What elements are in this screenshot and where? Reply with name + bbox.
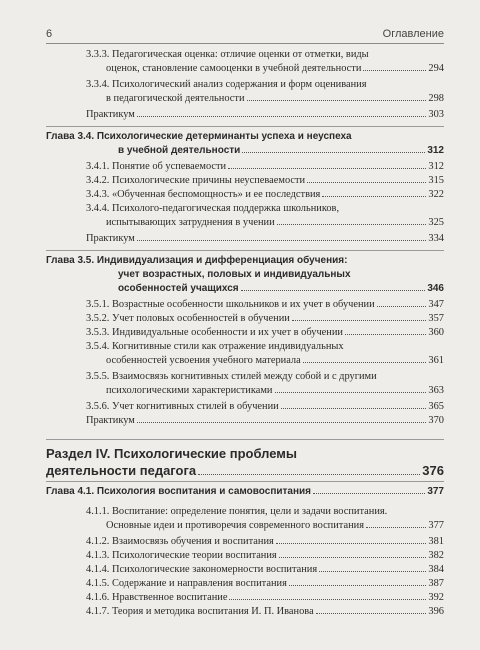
entry-page-number: 384 (428, 564, 444, 575)
entry-page-number: 361 (428, 355, 444, 366)
entry-title: 4.1.6. Нравственное воспитание (86, 592, 228, 603)
toc-chapter[interactable] (46, 130, 444, 158)
dot-leader (377, 306, 427, 307)
entry-title: Глава 3.5. Индивидуализация и дифференциация обучения: (46, 255, 348, 266)
entry-title: в учебной деятельности (118, 145, 241, 156)
toc-subentry[interactable] (86, 326, 444, 340)
entry-title: 3.5.2. Учет половых особенностей в обучении (86, 313, 290, 324)
section-divider (46, 250, 444, 251)
entry-title: Глава 3.4. Психологические детерминанты успеха и неуспеха (46, 131, 352, 142)
toc-subentry[interactable] (86, 298, 444, 312)
entry-title: 4.1.3. Психологические теории воспитания (86, 550, 277, 561)
entry-title: учет возрастных, половых и индивидуальных (118, 269, 351, 280)
entry-title: Практикум (86, 415, 135, 426)
toc-subentry[interactable] (86, 563, 444, 577)
toc-subentry[interactable] (86, 414, 444, 428)
toc-chapter[interactable] (46, 485, 444, 499)
dot-leader (247, 100, 427, 101)
toc-section[interactable] (46, 445, 444, 479)
entry-title: 3.4.3. «Обученная беспомощность» и ее последствия (86, 189, 321, 200)
toc-subentry[interactable] (86, 549, 444, 563)
entry-page-number: 357 (428, 313, 444, 324)
dot-leader (275, 392, 427, 393)
toc-subentry[interactable] (86, 400, 444, 414)
section-divider (46, 481, 444, 482)
entry-title: 3.5.4. Когнитивные стили как отражение индивидуальных (86, 341, 344, 352)
entry-title: 3.5.6. Учет когнитивных стилей в обучении (86, 401, 279, 412)
dot-leader (363, 70, 426, 71)
dot-leader (198, 474, 420, 475)
dot-leader (313, 493, 425, 494)
toc-subentry[interactable] (86, 312, 444, 326)
page-number: 6 (46, 28, 53, 40)
entry-title: 4.1.7. Теория и методика воспитания И. П. Иванова (86, 606, 314, 617)
entry-page-number: 298 (428, 93, 444, 104)
dot-leader (242, 152, 425, 153)
entry-page-number: 347 (428, 299, 444, 310)
entry-title: особенностей усвоения учебного материала (106, 355, 301, 366)
entry-page-number: 312 (427, 145, 444, 156)
entry-page-number: 325 (428, 217, 444, 228)
toc-subentry[interactable] (86, 174, 444, 188)
entry-title: 4.1.5. Содержание и направления воспитания (86, 578, 287, 589)
entry-page-number: 392 (428, 592, 444, 603)
entry-page-number: 294 (428, 63, 444, 74)
section-divider (46, 126, 444, 127)
dot-leader (228, 168, 426, 169)
dot-leader (241, 290, 426, 291)
entry-title: 3.3.4. Психологический анализ содержания и форм оценивания (86, 79, 367, 90)
toc-subentry[interactable] (86, 48, 444, 76)
toc-chapter[interactable] (46, 254, 444, 296)
toc-subentry[interactable] (86, 232, 444, 246)
dot-leader (281, 408, 427, 409)
entry-page-number: 382 (428, 550, 444, 561)
entry-title: 3.3.3. Педагогическая оценка: отличие оценки от отметки, виды (86, 49, 369, 60)
entry-title: оценок, становление самооценки в учебной деятельности (106, 63, 362, 74)
entry-title: 4.1.2. Взаимосвязь обучения и воспитания (86, 536, 274, 547)
entry-page-number: 346 (427, 283, 444, 294)
dot-leader (289, 585, 427, 586)
entry-page-number: 363 (428, 385, 444, 396)
dot-leader (319, 571, 426, 572)
entry-title: особенностей учащихся (118, 283, 239, 294)
entry-page-number: 360 (428, 327, 444, 338)
toc-subentry[interactable] (86, 605, 444, 619)
toc-subentry[interactable] (86, 591, 444, 605)
entry-title: 4.1.4. Психологические закономерности воспитания (86, 564, 318, 575)
toc-subentry[interactable] (86, 108, 444, 122)
toc-subentry[interactable] (86, 202, 444, 230)
toc-subentry[interactable] (86, 505, 444, 533)
entry-title: деятельности педагога (46, 463, 197, 478)
entry-page-number: 376 (422, 463, 444, 478)
running-header (46, 29, 444, 44)
dot-leader (366, 527, 426, 528)
entry-title: Глава 4.1. Психология воспитания и самовоспитания (46, 486, 311, 497)
entry-page-number: 303 (428, 109, 444, 120)
entry-title: в педагогической деятельности (106, 93, 245, 104)
entry-page-number: 370 (428, 415, 444, 426)
entry-page-number: 365 (428, 401, 444, 412)
entry-page-number: 381 (428, 536, 444, 547)
dot-leader (345, 334, 426, 335)
entry-title: 3.5.1. Возрастные особенности школьников и их учет в обучении (86, 299, 375, 310)
dot-leader (137, 116, 427, 117)
dot-leader (229, 599, 426, 600)
entry-page-number: 322 (428, 189, 444, 200)
dot-leader (276, 543, 427, 544)
entry-title: психологическими характеристиками (106, 385, 273, 396)
toc-subentry[interactable] (86, 340, 444, 368)
dot-leader (277, 224, 427, 225)
entry-title: Основные идеи и противоречия современного воспитания (106, 520, 364, 531)
toc-subentry[interactable] (86, 535, 444, 549)
entry-title: 3.4.2. Психологические причины неуспеваемости (86, 175, 306, 186)
dot-leader (137, 422, 427, 423)
entry-page-number: 377 (427, 486, 444, 497)
entry-page-number: 315 (428, 175, 444, 186)
entry-page-number: 312 (428, 161, 444, 172)
dot-leader (137, 240, 427, 241)
dot-leader (322, 196, 426, 197)
running-title: Оглавление (382, 28, 444, 40)
entry-title: 3.5.3. Индивидуальные особенности и их учет в обучении (86, 327, 343, 338)
entry-title: Практикум (86, 233, 135, 244)
entry-page-number: 387 (428, 578, 444, 589)
entry-title: Раздел IV. Психологические проблемы (46, 446, 298, 461)
entry-page-number: 377 (428, 520, 444, 531)
entry-title: 4.1.1. Воспитание: определение понятия, цели и задачи воспитания. (86, 506, 388, 517)
entry-title: 3.4.1. Понятие об успеваемости (86, 161, 227, 172)
toc-subentry[interactable] (86, 577, 444, 591)
dot-leader (279, 557, 427, 558)
entry-title: Практикум (86, 109, 135, 120)
entry-title: испытывающих затруднения в учении (106, 217, 275, 228)
dot-leader (316, 613, 427, 614)
toc-subentry[interactable] (86, 188, 444, 202)
toc-subentry[interactable] (86, 78, 444, 106)
toc-subentry[interactable] (86, 160, 444, 174)
entry-page-number: 334 (428, 233, 444, 244)
entry-title: 3.5.5. Взаимосвязь когнитивных стилей между собой и с другими (86, 371, 377, 382)
toc-subentry[interactable] (86, 370, 444, 398)
entry-page-number: 396 (428, 606, 444, 617)
dot-leader (292, 320, 427, 321)
dot-leader (303, 362, 427, 363)
section-divider (46, 439, 444, 440)
entry-title: 3.4.4. Психолого-педагогическая поддержка школьников, (86, 203, 340, 214)
dot-leader (307, 182, 426, 183)
